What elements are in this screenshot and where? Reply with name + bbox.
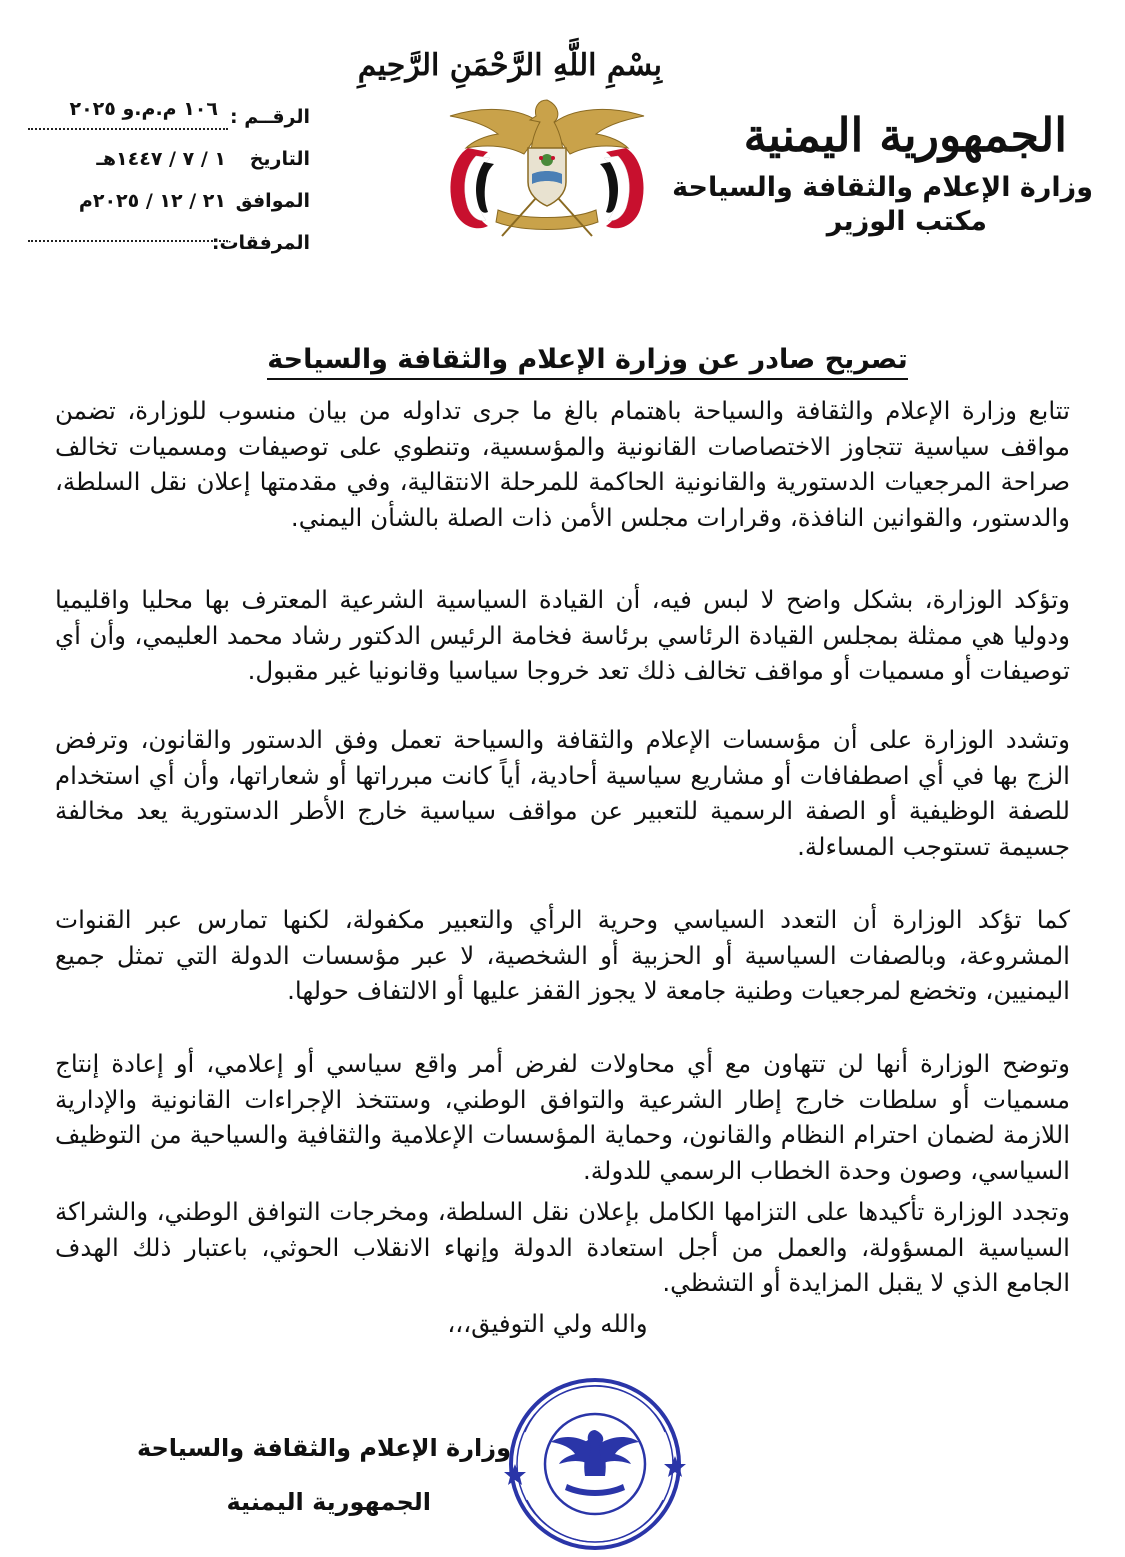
corresponding-value: ٢١ / ١٢ / ٢٠٢٥م	[78, 190, 226, 212]
official-stamp-icon	[495, 1372, 695, 1557]
date-value: ١ / ٧ / ١٤٤٧هـ	[96, 148, 226, 170]
closing-line	[0, 1309, 1125, 1338]
republic-title: الجمهورية اليمنية	[743, 108, 1067, 162]
attachments-label: المرفقات:	[211, 232, 310, 254]
paragraph-6: وتجدد الوزارة تأكيدها على التزامها الكامل بإعلان نقل السلطة، ومخرجات التوافق الوطني، والشراكة السياسية المسؤولة، والعمل من أجل استعادة الدولة وإنهاء الانقلاب الحوثي، باعتبار ذلك الهدف الجامع الذي لا يقبل المزايدة أو التشظي.	[55, 1197, 1070, 1297]
corresponding-date-row	[78, 190, 310, 212]
closing-text: والله ولي التوفيق،،،	[447, 1309, 648, 1338]
attachments-dotted-line	[28, 240, 228, 242]
signature-ministry: وزارة الإعلام والثقافة والسياحة	[136, 1434, 511, 1462]
signature-republic: الجمهورية اليمنية	[226, 1488, 431, 1516]
reference-value: ١٠٦ م.م.و ٢٠٢٥	[69, 98, 218, 120]
paragraph-4: كما تؤكد الوزارة أن التعدد السياسي وحرية الرأي والتعبير مكفولة، لكنها تمارس عبر القنوات المشروعة، وبالصفات السياسية أو الحزبية أو الشخصية، لا عبر مؤسسات الدولة التي تمثل جميع اليمنيين، وتخضع لمرجعيات وطنية جامعة لا يجوز القفز عليها أو الالتفاف حولها.	[55, 905, 1070, 1005]
reference-dotted-line	[28, 128, 228, 130]
statement-heading	[0, 344, 1125, 375]
basmala: بِسْمِ اللَّهِ الرَّحْمَنِ الرَّحِيمِ	[357, 48, 662, 83]
reference-row	[69, 98, 310, 128]
statement-heading-text: تصريح صادر عن وزارة الإعلام والثقافة والسياحة	[267, 344, 908, 380]
date-label: التاريخ	[249, 148, 310, 170]
paragraph-3: وتشدد الوزارة على أن مؤسسات الإعلام والثقافة والسياحة تعمل وفق الدستور والقانون، وترفض الزج بها في أي اصطفافات أو مشاريع سياسية أحادية، أياً كانت مبرراتها أو شعاراتها، وأن أي استخدام للصفة الوظيفية أو الصفة الرسمية للتعبير عن مواقف سياسية خارج الأطر الدستورية يعد مخالفة جسيمة تستوجب المساءلة.	[55, 725, 1070, 861]
attachments-row	[212, 232, 310, 254]
corresponding-label: الموافق	[235, 190, 310, 212]
paragraph-2: وتؤكد الوزارة، بشكل واضح لا لبس فيه، أن القيادة السياسية الشرعية المعترف بها محليا واقليميا ودوليا هي ممثلة بمجلس القيادة الرئاسي برئاسة فخامة الرئيس الدكتور رشاد محمد العليمي، وأن أي توصيفات أو مسميات أو مواقف تخالف ذلك تعد خروجا سياسيا وقانونيا غير مقبول.	[55, 585, 1070, 685]
paragraph-5: وتوضح الوزارة أنها لن تتهاون مع أي محاولات لفرض أمر واقع سياسي أو إعلامي، أو إعادة إنتاج مسميات أو سلطات خارج إطار الشرعية والتوافق الوطني، وستتخذ الإجراءات القانونية والإدارية اللازمة لضمان احترام النظام والقانون، وحماية المؤسسات الإعلامية والثقافية والسياحية من التوظيف السياسي، وصون وحدة الخطاب الرسمي للدولة.	[55, 1049, 1070, 1185]
yemen-emblem-icon	[432, 86, 662, 246]
date-row	[96, 148, 310, 170]
paragraph-1: تتابع وزارة الإعلام والثقافة والسياحة باهتمام بالغ ما جرى تداوله من بيان منسوب للوزارة، تضمن مواقف سياسية تتجاوز الاختصاصات القانونية والمؤسسية، وتنطوي على توصيفات ومسميات تخالف صراحة المرجعيات الدستورية والقانونية الحاكمة للمرحلة الانتقالية، وفي مقدمتها إعلان نقل السلطة، والدستور، والقوانين النافذة، وقرارات مجلس الأمن ذات الصلة بالشأن اليمني.	[55, 396, 1070, 532]
reference-label: الرقــم :	[229, 106, 310, 128]
minister-office: مكتب الوزير	[826, 206, 987, 237]
ministry-name: وزارة الإعلام والثقافة والسياحة	[672, 172, 1093, 203]
